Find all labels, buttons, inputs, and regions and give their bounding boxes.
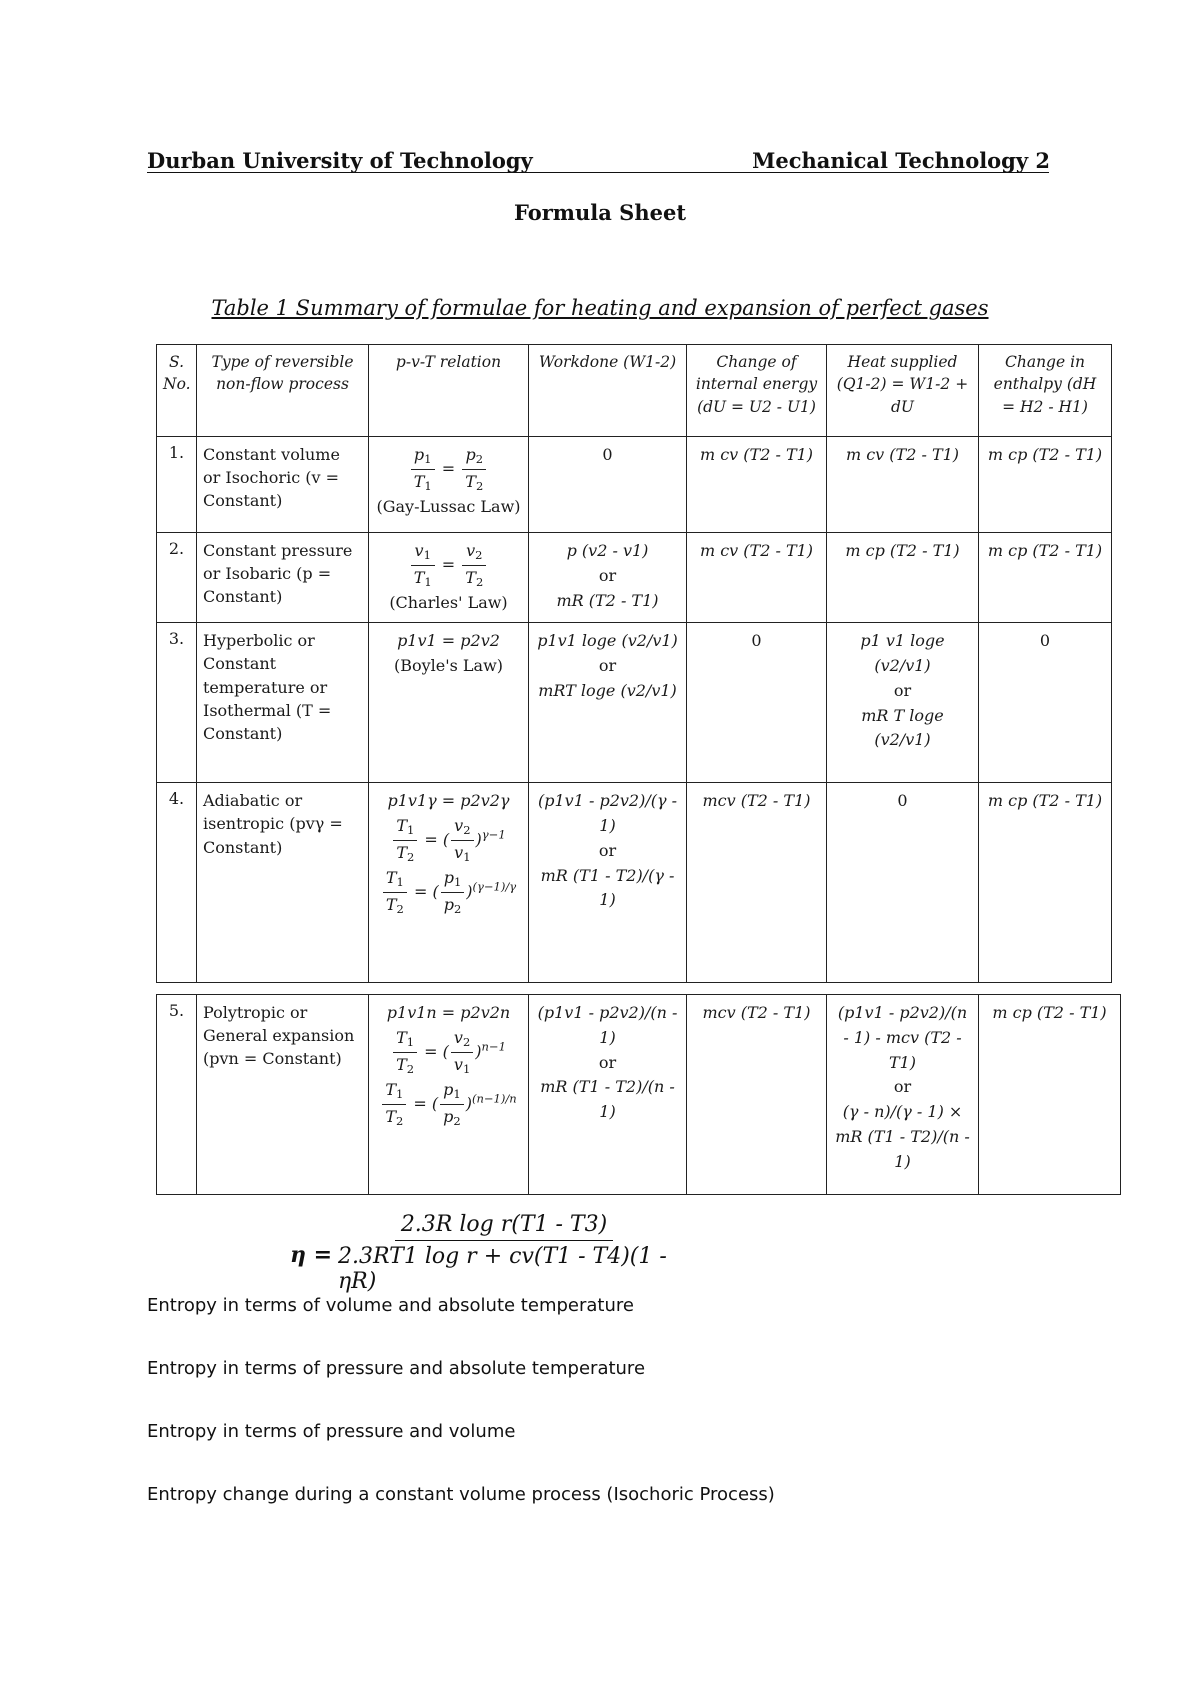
enthalpy-change: 0 <box>979 623 1112 783</box>
pvt-relation <box>369 783 529 983</box>
col-header-heat-supplied: Heat supplied (Q1-2) = W1-2 + dU <box>827 345 979 437</box>
table-row <box>157 623 1112 783</box>
internal-energy-change: m cv (T2 - T1) <box>687 533 827 623</box>
heat-formula-b: mR T loge (v2/v1) <box>861 705 944 750</box>
workdone <box>529 783 687 983</box>
or-label: or <box>598 565 617 585</box>
enthalpy-change: m cp (T2 - T1) <box>979 783 1112 983</box>
efficiency-numerator: 2.3R log r(T1 - T3) <box>395 1212 613 1241</box>
enthalpy-change: m cp (T2 - T1) <box>979 995 1121 1195</box>
col-header-sno: S. No. <box>157 345 197 437</box>
workdone-formula-a: p1v1 loge (v2/v1) <box>537 631 678 651</box>
table-row <box>157 783 1112 983</box>
workdone-formula-b: mR (T1 - T2)/(n - 1) <box>540 1077 675 1122</box>
pvt-relation <box>369 623 529 783</box>
course-name: Mechanical Technology 2 <box>752 148 1050 173</box>
row-number: 3. <box>157 623 197 783</box>
col-header-type: Type of reversible non-flow process <box>197 345 369 437</box>
law-name: (Gay-Lussac Law) <box>376 497 521 517</box>
workdone-formula-a: (p1v1 - p2v2)/(n - 1) <box>537 1003 678 1047</box>
entropy-isochoric-heading: Entropy change during a constant volume process (Isochoric Process) <box>147 1484 775 1505</box>
pvt-temperature-pressure-ratio: $\frac{T_1}{T_2}$ = ( $\frac{p_1}{p_2}$ )$^{(n-1)/n}$ <box>380 1094 516 1113</box>
or-label: or <box>598 840 617 860</box>
workdone: 0 <box>529 437 687 533</box>
or-label: or <box>893 680 912 700</box>
row-number: 5. <box>157 995 197 1195</box>
col-header-work: Workdone (W1-2) <box>529 345 687 437</box>
heat-supplied: m cv (T2 - T1) <box>827 437 979 533</box>
entropy-pressure-temperature-heading: Entropy in terms of pressure and absolute temperature <box>147 1358 646 1379</box>
heat-supplied <box>827 623 979 783</box>
institution-name: Durban University of Technology <box>147 148 533 173</box>
row-number: 4. <box>157 783 197 983</box>
table-row <box>157 533 1112 623</box>
header-underline <box>147 172 1049 173</box>
workdone-formula-b: mRT loge (v2/v1) <box>538 680 677 700</box>
or-label: or <box>893 1077 912 1097</box>
pvt-relation <box>369 437 529 533</box>
process-type: Constant volume or Isochoric (v = Constant) <box>197 437 369 533</box>
heat-formula-a: p1 v1 loge (v2/v1) <box>860 631 945 676</box>
table-header-row <box>157 345 1112 437</box>
internal-energy-change: m cv (T2 - T1) <box>687 437 827 533</box>
enthalpy-change: m cp (T2 - T1) <box>979 437 1112 533</box>
workdone <box>529 995 687 1195</box>
heat-supplied: 0 <box>827 783 979 983</box>
efficiency-denominator: 2.3RT1 log r + cv(T1 - T4)(1 - ηR) <box>338 1244 667 1294</box>
document-title: Formula Sheet <box>513 200 687 225</box>
process-type: Constant pressure or Isobaric (p = Constant) <box>197 533 369 623</box>
entropy-pressure-volume-heading: Entropy in terms of pressure and volume <box>147 1421 516 1442</box>
law-name: (Charles' Law) <box>389 593 508 613</box>
enthalpy-change: m cp (T2 - T1) <box>979 533 1112 623</box>
workdone <box>529 623 687 783</box>
col-header-pvt: p-v-T relation <box>369 345 529 437</box>
heat-supplied <box>827 995 979 1195</box>
row-number: 2. <box>157 533 197 623</box>
heat-formula-b: (γ - n)/(γ - 1) × mR (T1 - T2)/(n - 1) <box>835 1102 970 1171</box>
heat-supplied: m cp (T2 - T1) <box>827 533 979 623</box>
heat-formula-a: (p1v1 - p2v2)/(n - 1) - mcv (T2 - T1) <box>837 1003 968 1072</box>
internal-energy-change: 0 <box>687 623 827 783</box>
table-caption: Table 1 Summary of formulae for heating and expansion of perfect gases <box>211 296 989 320</box>
process-type: Hyperbolic or Constant temperature or Isothermal (T = Constant) <box>197 623 369 783</box>
gas-process-table <box>156 344 1112 983</box>
col-header-internal-energy: Change of internal energy (dU = U2 - U1) <box>687 345 827 437</box>
or-label: or <box>598 1052 617 1072</box>
pvt-formula: $\frac{p_1}{T_1}$ = $\frac{p_2}{T_2}$ <box>409 459 489 478</box>
workdone <box>529 533 687 623</box>
table-row <box>157 995 1121 1195</box>
pvt-formula: p1v1n = p2v2n <box>386 1003 511 1022</box>
efficiency-lhs: η = <box>290 1242 333 1268</box>
table-row <box>157 437 1112 533</box>
process-type: Adiabatic or isentropic (pvγ = Constant) <box>197 783 369 983</box>
pvt-temperature-pressure-ratio: $\frac{T_1}{T_2}$ = ( $\frac{p_1}{p_2}$ )$^{(\gamma-1)/\gamma}$ <box>381 882 516 901</box>
pvt-temperature-volume-ratio: $\frac{T_1}{T_2}$ = ( $\frac{v_2}{v_1}$ )$^{n-1}$ <box>391 1042 506 1061</box>
polytropic-process-table <box>156 994 1121 1195</box>
col-header-enthalpy: Change in enthalpy (dH = H2 - H1) <box>979 345 1112 437</box>
row-number: 1. <box>157 437 197 533</box>
workdone-formula-a: p (v2 - v1) <box>566 541 649 560</box>
law-name: (Boyle's Law) <box>393 656 504 676</box>
pvt-relation <box>369 995 529 1195</box>
process-type: Polytropic or General expansion (pvn = Constant) <box>197 995 369 1195</box>
internal-energy-change: mcv (T2 - T1) <box>687 995 827 1195</box>
entropy-volume-temperature-heading: Entropy in terms of volume and absolute temperature <box>147 1295 634 1316</box>
pvt-formula: $\frac{v_1}{T_1}$ = $\frac{v_2}{T_2}$ <box>409 555 489 574</box>
pvt-formula: p1v1 = p2v2 <box>397 631 500 651</box>
workdone-formula-b: mR (T2 - T1) <box>556 590 659 610</box>
pvt-relation <box>369 533 529 623</box>
internal-energy-change: mcv (T2 - T1) <box>687 783 827 983</box>
pvt-formula: p1v1γ = p2v2γ <box>387 791 510 811</box>
or-label: or <box>598 656 617 676</box>
workdone-formula-a: (p1v1 - p2v2)/(γ - 1) <box>537 791 678 836</box>
efficiency-fraction <box>338 1212 670 1294</box>
workdone-formula-b: mR (T1 - T2)/(γ - 1) <box>540 865 675 910</box>
pvt-temperature-volume-ratio: $\frac{T_1}{T_2}$ = ( $\frac{v_2}{v_1}$ )$^{\gamma-1}$ <box>391 830 505 849</box>
